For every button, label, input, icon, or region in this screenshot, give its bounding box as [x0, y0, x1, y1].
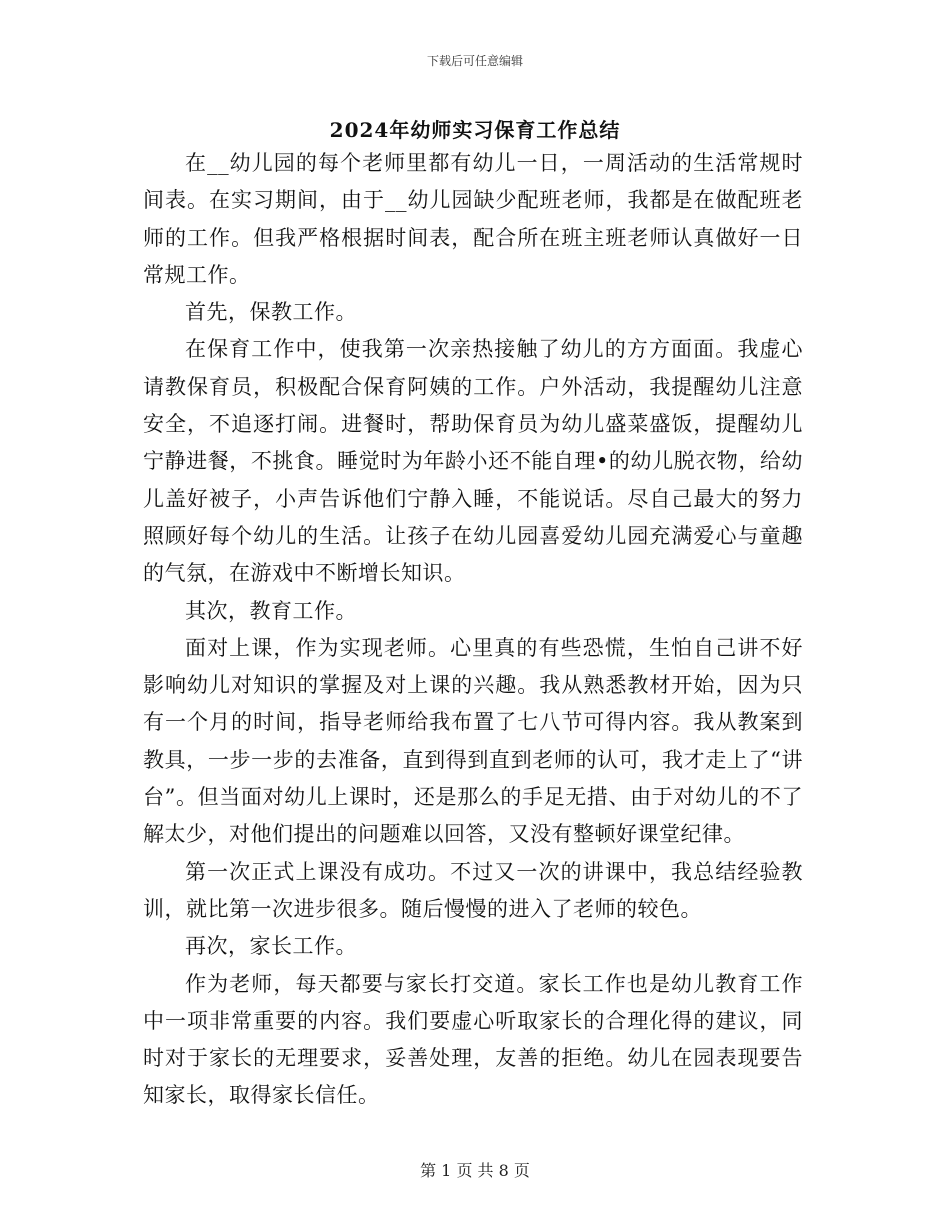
paragraph-daily-routine: 在__幼儿园的每个老师里都有幼儿一日，一周活动的生活常规时间表。在实习期间，由于__幼儿园缺少配班老师，我都是在做配班老师的工作。但我严格根据时间表，配合所在班主班老师认真做好一日常规工作。 — [143, 151, 803, 287]
paragraph-first-lesson: 第一次正式上课没有成功。不过又一次的讲课中，我总结经验教训，就比第一次进步很多。随后慢慢的进入了老师的较色。 — [143, 859, 803, 921]
section-heading-care: 首先，保教工作。 — [185, 300, 357, 325]
document-body — [143, 145, 803, 1115]
header-note: 下载后可任意编辑 — [426, 54, 523, 68]
paragraph-care-work: 在保育工作中，使我第一次亲热接触了幼儿的方方面面。我虚心请教保育员，积极配合保育阿姨的工作。户外活动，我提醒幼儿注意安全，不追逐打闹。进餐时，帮助保育员为幼儿盛菜盛饭，提醒幼儿宁静进餐，不挑食。睡觉时为年龄小还不能自理•的幼儿脱衣物，给幼儿盖好被子，小声告诉他们宁静入睡，不能说话。尽自己最大的努力照顾好每个幼儿的生活。让孩子在幼儿园喜爱幼儿园充满爱心与童趣的气氛，在游戏中不断增长知识。 — [143, 337, 803, 586]
paragraph-parent-work: 作为老师，每天都要与家长打交道。家长工作也是幼儿教育工作中一项非常重要的内容。我们要虚心听取家长的合理化得的建议，同时对于家长的无理要求，妥善处理，友善的拒绝。幼儿在园表现要告知家长，取得家长信任。 — [143, 971, 803, 1108]
section-heading-education: 其次，教育工作。 — [185, 598, 357, 623]
document-title: 2024年幼师实习保育工作总结 — [329, 118, 621, 142]
paragraph-teaching: 面对上课，作为实现老师。心里真的有些恐慌，生怕自己讲不好影响幼儿对知识的掌握及对上课的兴趣。我从熟悉教材开始，因为只有一个月的时间，指导老师给我布置了七八节可得内容。我从教案到教具，一步一步的去准备，直到得到直到老师的认可，我才走上了“讲台”。但当面对幼儿上课时，还是那么的手足无措、由于对幼儿的不了解太少，对他们提出的问题难以回答，又没有整顿好课堂纪律。 — [143, 635, 803, 847]
section-heading-parents: 再次，家长工作。 — [185, 934, 357, 959]
page-indicator: 第 1 页 共 8 页 — [420, 1161, 530, 1180]
